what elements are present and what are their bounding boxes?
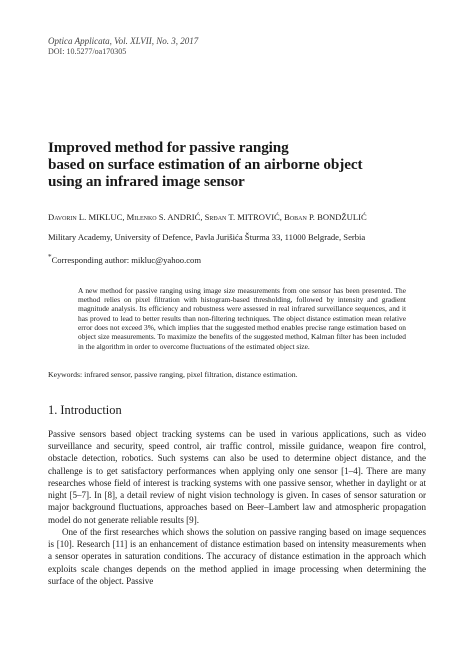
keywords-text: infrared sensor, passive ranging, pixel filtration, distance estimation. [84, 369, 298, 379]
section-heading: 1. Introduction [48, 402, 122, 417]
author-list: Davorin L. MIKLUC, Milenko S. ANDRIĆ, Srđan T. MITROVIĆ, Boban P. BONDŽULIĆ [48, 212, 367, 222]
corresponding-author-text: Corresponding author: mikluc@yahoo.com [51, 254, 202, 265]
title-line-2: based on surface estimation of an airborne object [48, 156, 363, 173]
paragraph-2: One of the first researches which shows the solution on passive ranging based on image sequences is [10]. Research [11] is an enhancement of distance estimation based on intensity measurements when a sensor operates in saturation conditions. The accuracy of distance estimation in the approach which exploits scale changes depends on the method applied in image processing when determining the surface of the object. Passive [48, 526, 426, 586]
paper-title [48, 139, 426, 190]
journal-citation: Optica Applicata, Vol. XLVII, No. 3, 2017 [48, 36, 199, 46]
keywords-label: Keywords: [48, 369, 83, 379]
corresponding-author [48, 252, 426, 266]
paragraph-1: Passive sensors based object tracking systems can be used in various applications, such as video surveillance and security, speed control, air traffic control, missile guidance, weapon fire control, obstacle detection, robotics. Such systems can also be used to determine object distance, and the challenge is to get satisfactory performances when applying only one sensor [1–4]. There are many researches whose field of interest is tracking systems with one passive sensor, whether in daylight or at night [5–7]. In [8], a detail review of night vision technology is given. In cases of sensor saturation or major background fluctuations, approaches based on Beer–Lambert law and atmospheric propagation model do not generate reliable results [9]. [48, 428, 426, 525]
title-line-3: using an infrared image sensor [48, 173, 245, 190]
abstract: A new method for passive ranging using image size measurements from one sensor has been presented. The method relies on pixel filtration with histogram-based thresholding, followed by intensity and gradient magnitude analysis. Its efficiency and robustness were assessed in real infrared surveillance sequences, and it has proved to lead to better results than non-filtering techniques. The object distance estimation mean relative error does not exceed 3%, which implies that the suggested method enables precise range estimation based on object size measurements. To maximize the benefits of the suggested method, Kalman filter has been included in the algorithm in order to overcome fluctuations of the estimated object size. [78, 285, 406, 351]
corresponding-mark: * [48, 253, 52, 261]
keywords [48, 370, 426, 380]
doi: DOI: 10.5277/oa170305 [48, 47, 127, 56]
title-line-1: Improved method for passive ranging [48, 139, 289, 156]
affiliation: Military Academy, University of Defence, Pavla Jurišića Šturma 33, 11000 Belgrade, Serbia [48, 232, 366, 242]
section-body [48, 428, 426, 587]
